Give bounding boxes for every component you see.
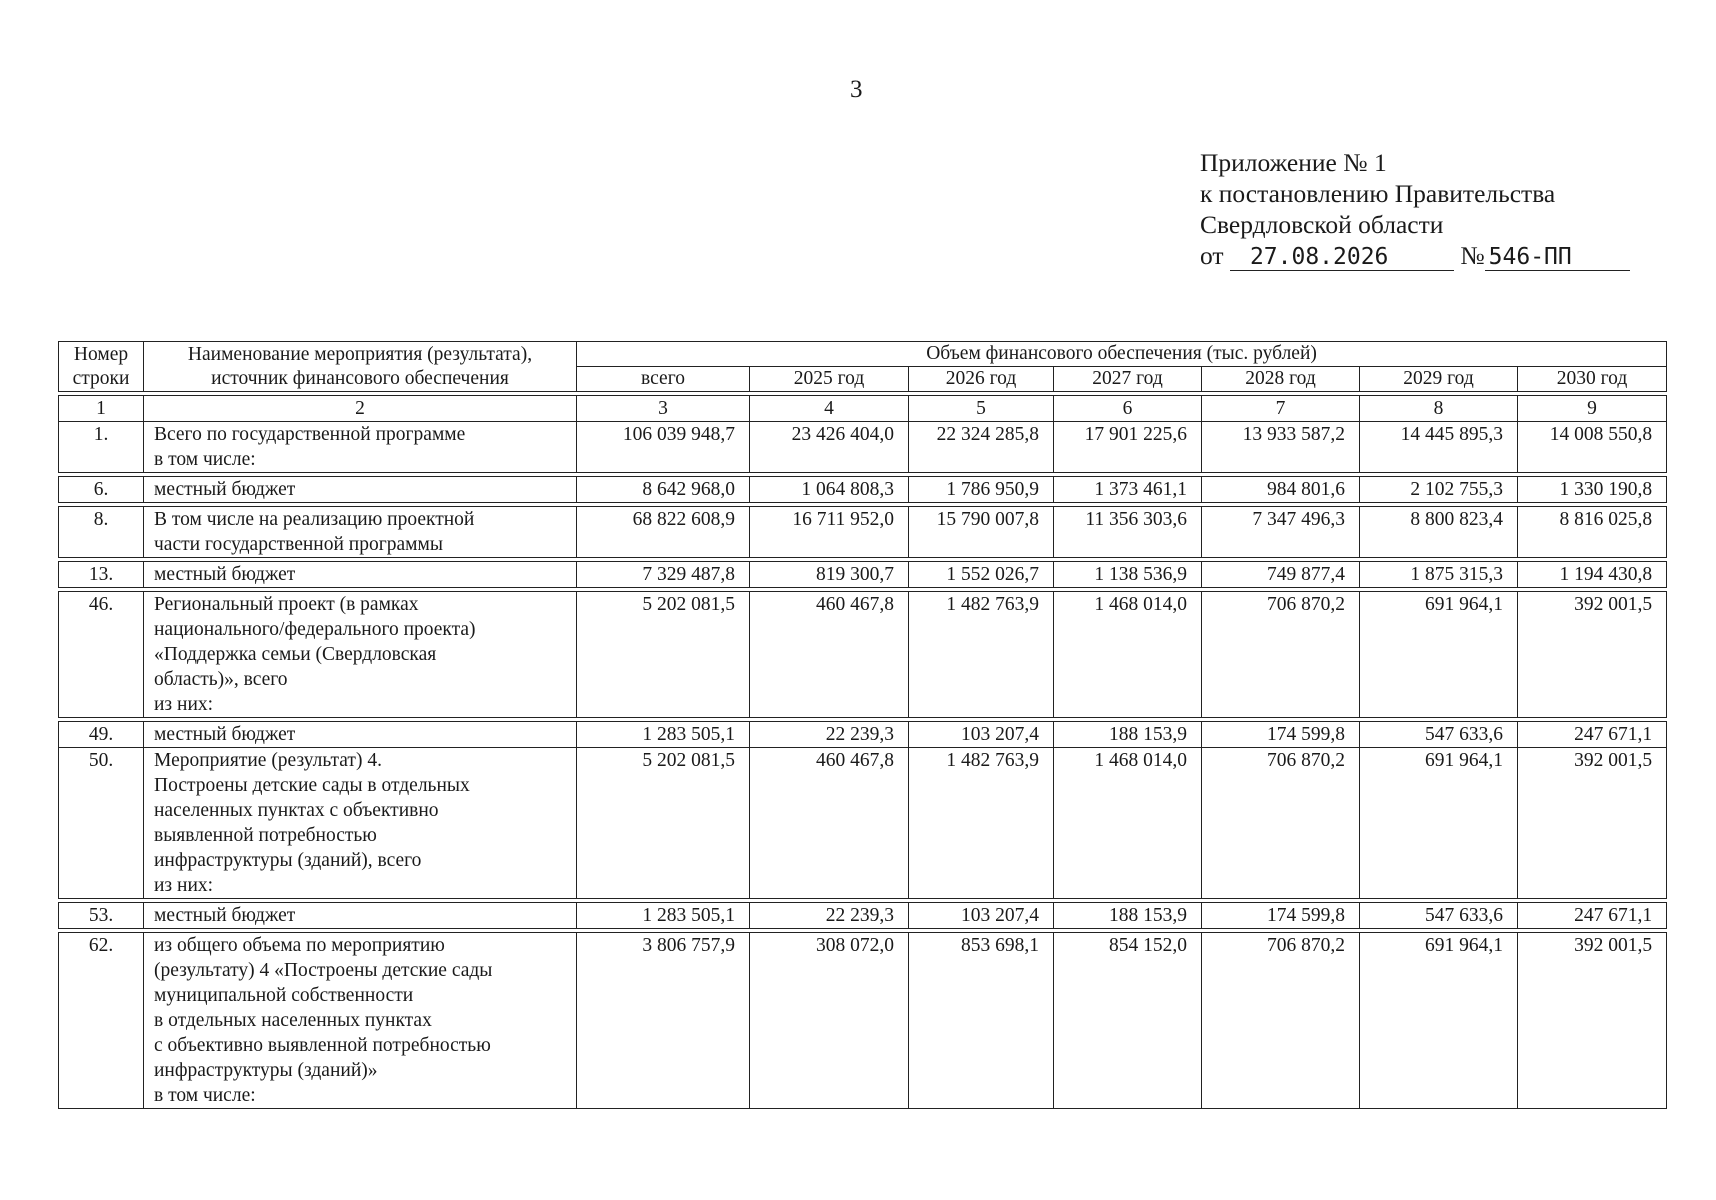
column-number: 3: [577, 396, 750, 422]
row-number: 46.: [59, 592, 144, 718]
row-value: 14 008 550,8: [1518, 422, 1667, 473]
column-number: 4: [750, 396, 909, 422]
row-value: 1 786 950,9: [909, 477, 1054, 503]
row-value: 1 138 536,9: [1054, 562, 1202, 588]
row-name: местный бюджет: [144, 477, 577, 503]
header-col-2030: 2030 год: [1518, 367, 1667, 392]
appendix-resolution-line: к постановлению Правительства: [1200, 179, 1556, 208]
table-row: [59, 562, 1667, 588]
row-value: 103 207,4: [909, 903, 1054, 929]
row-value: 819 300,7: [750, 562, 909, 588]
page-number: 3: [850, 76, 863, 103]
table-row: [59, 477, 1667, 503]
column-number: 2: [144, 396, 577, 422]
date-prefix: от: [1200, 241, 1224, 270]
row-name: из общего объема по мероприятию (результату) 4 «Построены детские сады муниципальной собственности в отдельных населенных пунктах с объективно выявленной потребностью инфраструктуры (зданий)» в том числе:: [144, 933, 577, 1109]
row-value: 15 790 007,8: [909, 507, 1054, 558]
table-row: [59, 933, 1667, 1109]
row-value: 16 711 952,0: [750, 507, 909, 558]
row-value: 68 822 608,9: [577, 507, 750, 558]
row-name: Мероприятие (результат) 4. Построены детские сады в отдельных населенных пунктах с объективно выявленной потребностью инфраструктуры (зданий), всего из них:: [144, 748, 577, 899]
column-number: 8: [1360, 396, 1518, 422]
row-number: 13.: [59, 562, 144, 588]
row-value: 188 153,9: [1054, 722, 1202, 748]
row-value: 23 426 404,0: [750, 422, 909, 473]
number-value: 546-ПП: [1485, 244, 1630, 271]
row-name: Всего по государственной программе в том числе:: [144, 422, 577, 473]
row-number: 6.: [59, 477, 144, 503]
table-row: [59, 507, 1667, 558]
row-value: 5 202 081,5: [577, 748, 750, 899]
row-value: 22 239,3: [750, 722, 909, 748]
table-row: [59, 903, 1667, 929]
appendix-block: [1200, 147, 1630, 271]
row-value: 7 329 487,8: [577, 562, 750, 588]
row-value: 1 064 808,3: [750, 477, 909, 503]
row-name: В том числе на реализацию проектной части государственной программы: [144, 507, 577, 558]
row-value: 2 102 755,3: [1360, 477, 1518, 503]
row-value: 547 633,6: [1360, 903, 1518, 929]
table-row: [59, 722, 1667, 748]
row-value: 22 239,3: [750, 903, 909, 929]
header-col-2025: 2025 год: [750, 367, 909, 392]
row-number: 1.: [59, 422, 144, 473]
row-value: 1 482 763,9: [909, 592, 1054, 718]
row-value: 22 324 285,8: [909, 422, 1054, 473]
row-number: 50.: [59, 748, 144, 899]
row-value: 8 816 025,8: [1518, 507, 1667, 558]
row-value: 247 671,1: [1518, 903, 1667, 929]
row-value: 1 468 014,0: [1054, 748, 1202, 899]
row-value: 8 642 968,0: [577, 477, 750, 503]
finance-table: [58, 341, 1666, 1109]
column-number: 5: [909, 396, 1054, 422]
row-value: 1 468 014,0: [1054, 592, 1202, 718]
header-row-number: Номер строки: [59, 342, 144, 392]
row-value: 460 467,8: [750, 592, 909, 718]
row-value: 174 599,8: [1202, 722, 1360, 748]
row-value: 1 330 190,8: [1518, 477, 1667, 503]
row-value: 392 001,5: [1518, 592, 1667, 718]
header-col-2029: 2029 год: [1360, 367, 1518, 392]
row-value: 1 875 315,3: [1360, 562, 1518, 588]
row-value: 706 870,2: [1202, 592, 1360, 718]
table-row: [59, 592, 1667, 718]
row-number: 62.: [59, 933, 144, 1109]
table-row: [59, 422, 1667, 473]
row-value: 854 152,0: [1054, 933, 1202, 1109]
header-col-total: всего: [577, 367, 750, 392]
row-value: 188 153,9: [1054, 903, 1202, 929]
row-value: 308 072,0: [750, 933, 909, 1109]
row-name: местный бюджет: [144, 562, 577, 588]
header-row: [59, 342, 1667, 367]
row-name: местный бюджет: [144, 903, 577, 929]
header-name: Наименование мероприятия (результата), источник финансового обеспечения: [144, 342, 577, 392]
row-number: 49.: [59, 722, 144, 748]
row-value: 3 806 757,9: [577, 933, 750, 1109]
row-value: 1 373 461,1: [1054, 477, 1202, 503]
row-value: 106 039 948,7: [577, 422, 750, 473]
row-number: 8.: [59, 507, 144, 558]
row-value: 1 482 763,9: [909, 748, 1054, 899]
row-value: 691 964,1: [1360, 592, 1518, 718]
table-row: [59, 748, 1667, 899]
header-col-2026: 2026 год: [909, 367, 1054, 392]
row-value: 984 801,6: [1202, 477, 1360, 503]
row-name: Региональный проект (в рамках национального/федерального проекта) «Поддержка семьи (Свердловская область)», всего из них:: [144, 592, 577, 718]
row-value: 14 445 895,3: [1360, 422, 1518, 473]
row-value: 7 347 496,3: [1202, 507, 1360, 558]
row-value: 392 001,5: [1518, 933, 1667, 1109]
row-value: 691 964,1: [1360, 748, 1518, 899]
header-col-2027: 2027 год: [1054, 367, 1202, 392]
row-value: 1 283 505,1: [577, 722, 750, 748]
row-value: 174 599,8: [1202, 903, 1360, 929]
row-value: 1 283 505,1: [577, 903, 750, 929]
column-number: 9: [1518, 396, 1667, 422]
header-col-2028: 2028 год: [1202, 367, 1360, 392]
date-value: 27.08.2026: [1230, 244, 1454, 271]
row-value: 13 933 587,2: [1202, 422, 1360, 473]
column-number: 1: [59, 396, 144, 422]
appendix-date-line: [1200, 240, 1630, 271]
column-numbers-row: [59, 396, 1667, 422]
row-value: 247 671,1: [1518, 722, 1667, 748]
row-value: 460 467,8: [750, 748, 909, 899]
row-value: 706 870,2: [1202, 933, 1360, 1109]
column-number: 6: [1054, 396, 1202, 422]
row-value: 749 877,4: [1202, 562, 1360, 588]
header-volume: Объем финансового обеспечения (тыс. рублей): [577, 342, 1667, 367]
row-value: 1 552 026,7: [909, 562, 1054, 588]
row-value: 706 870,2: [1202, 748, 1360, 899]
row-value: 392 001,5: [1518, 748, 1667, 899]
column-number: 7: [1202, 396, 1360, 422]
row-value: 1 194 430,8: [1518, 562, 1667, 588]
row-value: 8 800 823,4: [1360, 507, 1518, 558]
row-number: 53.: [59, 903, 144, 929]
row-value: 547 633,6: [1360, 722, 1518, 748]
row-value: 11 356 303,6: [1054, 507, 1202, 558]
row-name: местный бюджет: [144, 722, 577, 748]
appendix-region-line: Свердловской области: [1200, 210, 1444, 239]
appendix-title: Приложение № 1: [1200, 148, 1387, 177]
number-prefix: №: [1460, 241, 1485, 270]
row-value: 853 698,1: [909, 933, 1054, 1109]
row-value: 103 207,4: [909, 722, 1054, 748]
row-value: 5 202 081,5: [577, 592, 750, 718]
row-value: 17 901 225,6: [1054, 422, 1202, 473]
row-value: 691 964,1: [1360, 933, 1518, 1109]
